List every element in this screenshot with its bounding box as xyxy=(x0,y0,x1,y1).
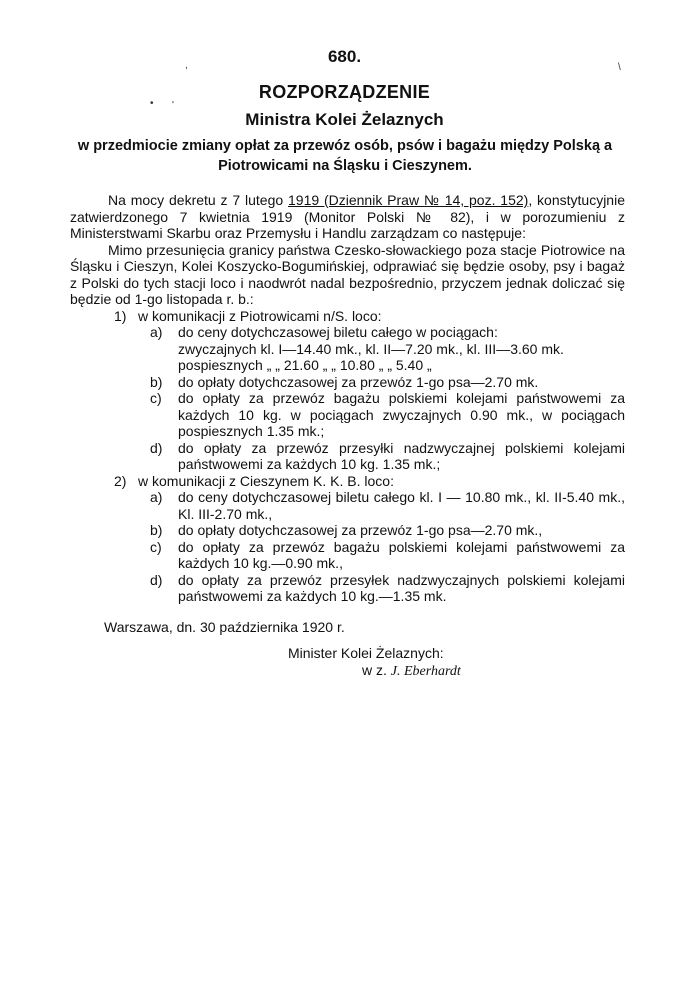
fare-row-ordinary xyxy=(70,341,625,358)
list-item xyxy=(70,522,625,539)
preamble-rest: , konstytucyjnie zatwierdzonego 7 kwietnia 1919 (Monitor Polski № 82), i w porozumieniu z Ministerstwami Skarbu oraz Przemysłu i Handlu zarządzam co następuje: xyxy=(70,192,625,241)
item-letter: a) xyxy=(150,489,163,505)
date-line: Warszawa, dn. 30 października 1920 r. xyxy=(104,618,345,635)
section-heading-text: w komunikacji z Cieszynem K. K. B. loco: xyxy=(138,472,394,489)
spacer xyxy=(70,605,625,619)
document-subtitle: Ministra Kolei Żelaznych xyxy=(245,110,444,129)
list-item xyxy=(70,374,625,391)
list-item xyxy=(70,324,625,341)
fare-row-text: zwyczajnych kl. I—14.40 mk., kl. II—7.20 mk., kl. III—3.60 mk. xyxy=(178,340,564,357)
section-1-heading xyxy=(70,308,625,325)
document-body xyxy=(70,192,625,680)
list-item xyxy=(70,440,625,473)
section-2-heading xyxy=(70,473,625,490)
scan-speck: \ xyxy=(618,62,621,73)
signature-prefix: w z. xyxy=(362,661,391,678)
item-letter: d) xyxy=(150,571,163,588)
item-text: do opłaty za przewóz przesyłki nadzwyczajnej polskiemi kolejami państwowemi za każdych 10 kg. 1.35 mk.; xyxy=(178,439,625,472)
item-text: do ceny dotychczasowej biletu całego kl. I — 10.80 mk., kl. II-5.40 mk., Kl. III-2.70 mk., xyxy=(178,489,625,522)
list-item xyxy=(70,572,625,605)
item-letter: b) xyxy=(150,522,163,538)
preamble-start: Na mocy dekretu z 7 lutego xyxy=(108,192,288,208)
item-text: do opłaty za przewóz przesyłek nadzwyczajnych polskiemi kolejami państwowemi za każdych 10 kg.—1.35 mk. xyxy=(178,571,625,604)
signature-line xyxy=(70,662,625,681)
list-item xyxy=(70,539,625,572)
item-letter: c) xyxy=(150,538,162,555)
scan-speck: ' xyxy=(172,100,174,111)
item-text: do opłaty dotychczasowej za przewóz 1-go psa—2.70 mk. xyxy=(178,373,539,390)
item-letter: d) xyxy=(150,439,163,456)
list-item xyxy=(70,390,625,440)
preamble-citation: 1919 (Dziennik Praw № 14, poz. 152) xyxy=(288,192,529,208)
item-text: do opłaty dotychczasowej za przewóz 1-go psa—2.70 mk., xyxy=(178,522,543,538)
list-item xyxy=(70,489,625,522)
document-title: ROZPORZĄDZENIE xyxy=(258,82,431,102)
page-number: 680. xyxy=(327,47,362,66)
fare-row-text: pospiesznych „ „ 21.60 „ „ 10.80 „ „ 5.40 „ xyxy=(178,357,432,373)
scan-speck: • xyxy=(150,98,154,109)
item-text: do opłaty za przewóz bagażu polskiemi kolejami państwowemi za każdych 10 kg. w pociągach zwyczajnych 0.90 mk., w pociągach pospiesznych 1.35 mk.; xyxy=(178,390,625,439)
document-subject: w przedmiocie zmiany opłat za przewóz osób, psów i bagażu między Polską a Piotrowicami na Śląsku i Cieszynem. xyxy=(77,138,613,174)
item-letter: a) xyxy=(150,324,163,340)
signature-name: J. Eberhardt xyxy=(390,663,461,679)
main-paragraph: Mimo przesunięcia granicy państwa Czesko-słowackiego poza stacje Piotrowice na Śląsku i Cieszyn, Kolei Koszycko-Bogumińskiej, odprawiać się będzie osoby, psy i bagaż z Polski do tych stacji loco i naodwrót nadal bezpośrednio, przyczem jednak doliczać się będzie od 1-go listopada r. b.: xyxy=(70,241,625,307)
item-text: do opłaty za przewóz bagażu polskiemi kolejami państwowemi za każdych 10 kg.—0.90 mk., xyxy=(178,538,625,571)
preamble-paragraph xyxy=(70,192,625,242)
item-letter: c) xyxy=(150,390,162,406)
section-number: 2) xyxy=(114,472,127,489)
fare-row-express xyxy=(70,357,625,374)
item-text: do ceny dotychczasowej biletu całego w pociągach: xyxy=(178,324,498,340)
section-number: 1) xyxy=(114,307,127,324)
signer-title: Minister Kolei Żelaznych: xyxy=(288,645,444,661)
section-heading-text: w komunikacji z Piotrowicami n/S. loco: xyxy=(138,307,382,324)
scan-speck: , xyxy=(185,60,188,71)
item-letter: b) xyxy=(150,373,163,390)
